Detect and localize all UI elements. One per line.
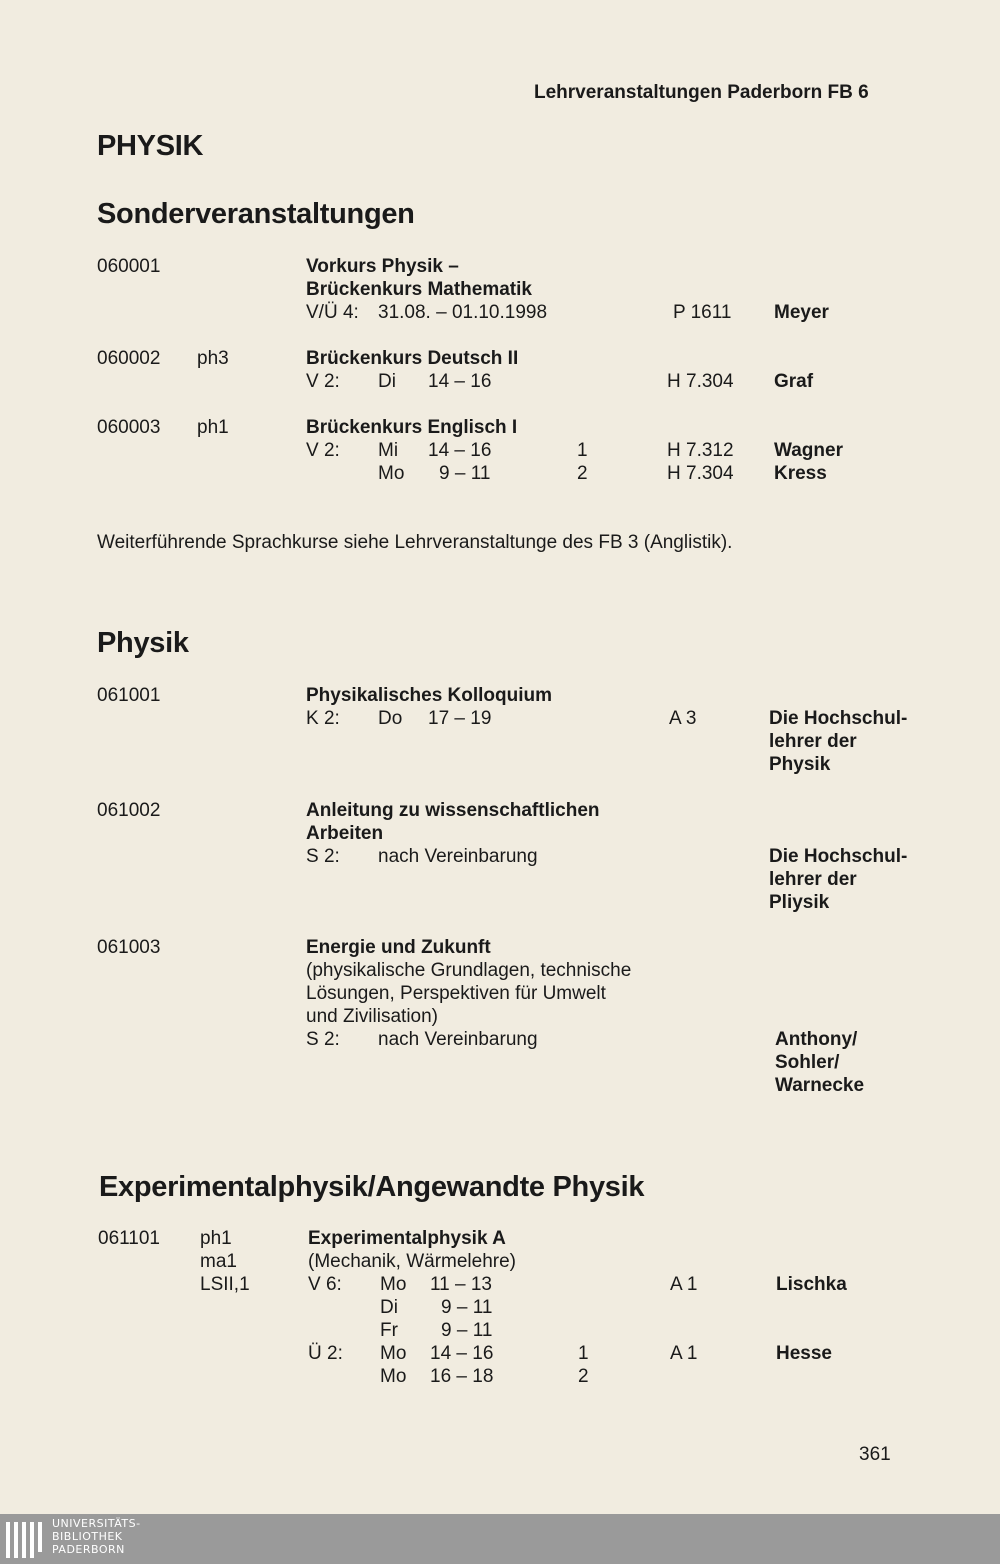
course-time: 14 – 16 bbox=[428, 440, 492, 461]
course-group: 2 bbox=[577, 463, 588, 484]
course-lecturer: Hesse bbox=[776, 1343, 832, 1364]
course-lecturer: Lischka bbox=[776, 1274, 847, 1295]
course-time: 9 – 11 bbox=[441, 1320, 493, 1341]
course-title: Experimentalphysik A bbox=[308, 1228, 506, 1249]
course-day: Di bbox=[378, 371, 396, 392]
course-time: 11 – 13 bbox=[430, 1274, 492, 1295]
course-group: 1 bbox=[578, 1343, 589, 1364]
course-type: S 2: bbox=[306, 1029, 340, 1050]
course-time: 9 – 11 bbox=[439, 463, 491, 484]
course-number: 060002 bbox=[97, 348, 161, 369]
course-room: H 7.312 bbox=[667, 440, 734, 461]
course-lecturer-line3: Warnecke bbox=[775, 1075, 865, 1096]
course-day: Mo bbox=[378, 463, 405, 484]
course-type: V 2: bbox=[306, 371, 340, 392]
course-number: 061001 bbox=[97, 685, 161, 706]
logo-line: BIBLIOTHEK bbox=[52, 1530, 123, 1543]
course-type: V 2: bbox=[306, 440, 340, 461]
course-time: 17 – 19 bbox=[428, 708, 492, 729]
course-number: 061002 bbox=[97, 800, 161, 821]
course-day: Mo bbox=[380, 1343, 407, 1364]
course-type: V/Ü 4: bbox=[306, 302, 359, 323]
logo-line: PADERBORN bbox=[52, 1543, 125, 1556]
course-lecturer-line2: lehrer der bbox=[769, 731, 857, 752]
library-logo-icon bbox=[6, 1522, 44, 1558]
course-lecturer-line3: Physik bbox=[769, 754, 831, 775]
course-day: Di bbox=[380, 1297, 398, 1318]
page-title: PHYSIK bbox=[97, 130, 204, 162]
course-time: nach Vereinbarung bbox=[378, 1029, 538, 1050]
course-title: Vorkurs Physik – bbox=[306, 256, 459, 277]
course-number: 061003 bbox=[97, 937, 161, 958]
course-number: 061101 bbox=[98, 1228, 160, 1249]
course-lecturer-line3: Pliysik bbox=[769, 892, 830, 913]
library-footer bbox=[0, 1514, 1000, 1564]
course-code: ph1 bbox=[197, 417, 229, 438]
course-type: S 2: bbox=[306, 846, 340, 867]
course-code: ph1 bbox=[200, 1228, 232, 1249]
course-group: 2 bbox=[578, 1366, 589, 1387]
course-lecturer: Wagner bbox=[774, 440, 843, 461]
course-day: Do bbox=[378, 708, 403, 729]
course-subtitle: (Mechanik, Wärmelehre) bbox=[308, 1251, 516, 1272]
course-title-continued: Arbeiten bbox=[306, 823, 384, 844]
course-lecturer: Kress bbox=[774, 463, 827, 484]
course-room: A 1 bbox=[670, 1274, 698, 1295]
course-number: 060003 bbox=[97, 417, 161, 438]
course-day: Mo bbox=[380, 1366, 407, 1387]
course-description-line2: Lösungen, Perspektiven für Umwelt bbox=[306, 983, 606, 1004]
exercise-type: Ü 2: bbox=[308, 1343, 343, 1364]
course-time: 9 – 11 bbox=[441, 1297, 493, 1318]
course-time: 31.08. – 01.10.1998 bbox=[378, 302, 548, 323]
course-title-continued: Brückenkurs Mathematik bbox=[306, 279, 532, 300]
course-room: P 1611 bbox=[673, 302, 732, 323]
course-lecturer-line2: Sohler/ bbox=[775, 1052, 840, 1073]
course-title: Physikalisches Kolloquium bbox=[306, 685, 553, 706]
course-lecturer-line1: Die Hochschul- bbox=[769, 846, 908, 867]
library-logo-text bbox=[52, 1517, 141, 1556]
section-heading-sonderveranstaltungen: Sonderveranstaltungen bbox=[97, 198, 415, 230]
course-type: K 2: bbox=[306, 708, 340, 729]
course-lecturer: Meyer bbox=[774, 302, 829, 323]
course-title: Energie und Zukunft bbox=[306, 937, 491, 958]
course-room: A 1 bbox=[670, 1343, 698, 1364]
course-lecturer: Graf bbox=[774, 371, 814, 392]
course-title: Brückenkurs Englisch I bbox=[306, 417, 518, 438]
section-heading-experimentalphysik: Experimentalphysik/Angewandte Physik bbox=[99, 1171, 645, 1203]
logo-line: UNIVERSITÄTS- bbox=[52, 1517, 141, 1530]
course-title: Brückenkurs Deutsch II bbox=[306, 348, 519, 369]
course-description-line1: (physikalische Grundlagen, technische bbox=[306, 960, 632, 981]
course-room: H 7.304 bbox=[667, 463, 734, 484]
course-code: ma1 bbox=[200, 1251, 237, 1272]
course-time: 14 – 16 bbox=[430, 1343, 494, 1364]
course-title: Anleitung zu wissenschaftlichen bbox=[306, 800, 600, 821]
course-lecturer-line2: lehrer der bbox=[769, 869, 857, 890]
course-number: 060001 bbox=[97, 256, 161, 277]
course-room: H 7.304 bbox=[667, 371, 734, 392]
course-time: nach Vereinbarung bbox=[378, 846, 538, 867]
course-day: Mo bbox=[380, 1274, 407, 1295]
course-room: A 3 bbox=[669, 708, 697, 729]
course-lecturer-line1: Die Hochschul- bbox=[769, 708, 908, 729]
course-day: Fr bbox=[380, 1320, 398, 1341]
course-code: LSII,1 bbox=[200, 1274, 250, 1295]
page-number: 361 bbox=[859, 1444, 891, 1465]
course-group: 1 bbox=[577, 440, 588, 461]
course-time: 14 – 16 bbox=[428, 371, 492, 392]
lecture-type: V 6: bbox=[308, 1274, 342, 1295]
course-time: 16 – 18 bbox=[430, 1366, 494, 1387]
language-course-note: Weiterführende Sprachkurse siehe Lehrveranstaltunge des FB 3 (Anglistik). bbox=[97, 532, 733, 553]
section-heading-physik: Physik bbox=[97, 627, 189, 659]
course-lecturer-line1: Anthony/ bbox=[775, 1029, 858, 1050]
course-code: ph3 bbox=[197, 348, 229, 369]
course-description-line3: und Zivilisation) bbox=[306, 1006, 438, 1027]
running-head: Lehrveranstaltungen Paderborn FB 6 bbox=[534, 82, 869, 103]
course-day: Mi bbox=[378, 440, 399, 461]
